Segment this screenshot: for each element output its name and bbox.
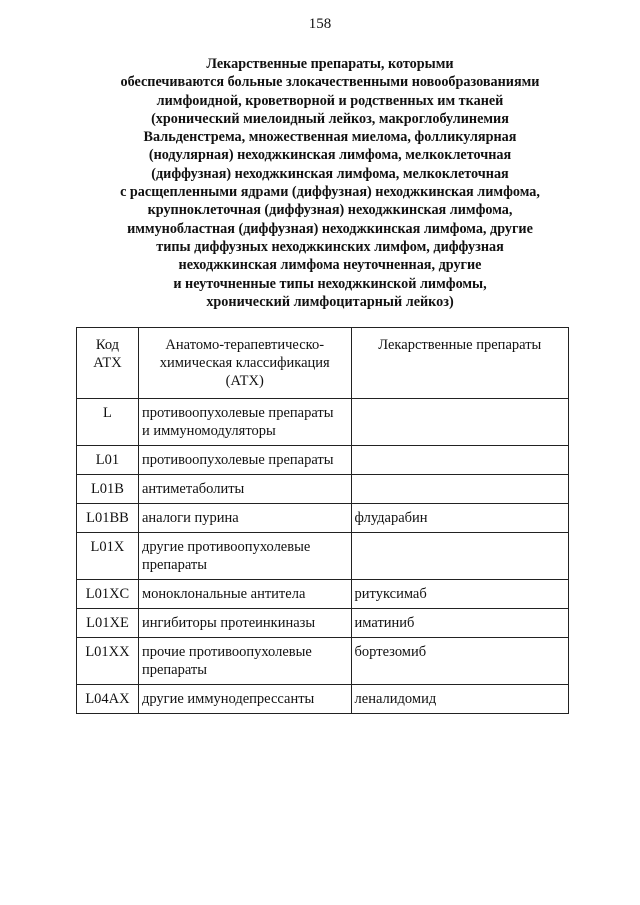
title-line: неходжкинская лимфома неуточненная, другие [178, 257, 482, 274]
atx-code-cell: L01B [77, 475, 139, 504]
classification-line: другие иммунодепрессанты [141, 691, 315, 707]
title-line: хронический лимфоцитарный лейкоз) [206, 293, 454, 310]
document-title [90, 55, 570, 311]
title-line: (хронический миелоидный лейкоз, макроглобулинемия [151, 110, 509, 127]
classification-cell [138, 399, 351, 446]
title-line: (диффузная) неходжкинская лимфома, мелкоклеточная [151, 165, 509, 182]
title-line: крупноклеточная (диффузная) неходжкинская лимфома, [147, 202, 513, 219]
header-class-line: химическая классификация [159, 355, 330, 371]
title-line: и неуточненные типы неходжкинской лимфомы, [173, 275, 487, 292]
classification-line: аналоги пурина [141, 510, 239, 526]
header-drugs [351, 328, 568, 399]
classification-cell [138, 475, 351, 504]
classification-line: моноклональные антитела [141, 586, 306, 602]
header-classification [138, 328, 351, 399]
classification-line: препараты [141, 662, 207, 678]
table-row [77, 504, 569, 533]
drug-cell: флударабин [351, 504, 568, 533]
atx-code-cell: L [77, 399, 139, 446]
classification-line: антиметаболиты [141, 481, 245, 497]
classification-cell [138, 685, 351, 714]
drug-cell [351, 475, 568, 504]
title-line: Лекарственные препараты, которыми [206, 56, 454, 72]
table-row [77, 685, 569, 714]
table-row [77, 475, 569, 504]
title-line: лимфоидной, кроветворной и родственных им тканей [156, 92, 504, 109]
classification-line: прочие противоопухолевые [141, 644, 312, 660]
classification-cell [138, 638, 351, 685]
classification-line: противоопухолевые препараты [141, 405, 334, 421]
classification-cell [138, 504, 351, 533]
classification-cell [138, 533, 351, 580]
title-line: с расщепленными ядрами (диффузная) неходжкинская лимфома, [120, 184, 540, 201]
classification-line: препараты [141, 557, 207, 573]
header-code-line: Код [95, 337, 120, 353]
title-line: Вальденстрема, множественная миелома, фолликулярная [143, 129, 517, 146]
header-class-line: (АТХ) [225, 373, 264, 389]
classification-line: противоопухолевые препараты [141, 452, 334, 468]
atx-code-cell: L04AX [77, 685, 139, 714]
table-row [77, 446, 569, 475]
classification-cell [138, 580, 351, 609]
classification-line: и иммуномодуляторы [141, 423, 276, 439]
classification-line: другие противоопухолевые [141, 539, 311, 555]
atx-drug-table [76, 327, 569, 714]
title-line: (нодулярная) неходжкинская лимфома, мелкоклеточная [148, 147, 512, 164]
table-row [77, 580, 569, 609]
header-code [77, 328, 139, 399]
table-header-row [77, 328, 569, 399]
atx-code-cell: L01XE [77, 609, 139, 638]
page-number: 158 [308, 16, 332, 32]
header-code-line: АТХ [93, 355, 122, 371]
atx-code-cell: L01 [77, 446, 139, 475]
title-line: иммунобластная (диффузная) неходжкинская лимфома, другие [127, 220, 533, 237]
classification-line: ингибиторы протеинкиназы [141, 615, 316, 631]
atx-code-cell: L01X [77, 533, 139, 580]
drug-cell [351, 533, 568, 580]
drug-cell: ритуксимаб [351, 580, 568, 609]
atx-code-cell: L01BB [77, 504, 139, 533]
drug-cell [351, 446, 568, 475]
title-line: типы диффузных неходжкинских лимфом, диффузная [156, 238, 504, 255]
drug-cell: иматиниб [351, 609, 568, 638]
classification-cell [138, 446, 351, 475]
classification-cell [138, 609, 351, 638]
table-row [77, 638, 569, 685]
table-row [77, 533, 569, 580]
atx-code-cell: L01XC [77, 580, 139, 609]
drug-cell: леналидомид [351, 685, 568, 714]
drug-cell [351, 399, 568, 446]
table-row [77, 399, 569, 446]
header-drug-label: Лекарственные препараты [378, 337, 542, 353]
table-row [77, 609, 569, 638]
drug-cell: бортезомиб [351, 638, 568, 685]
atx-code-cell: L01XX [77, 638, 139, 685]
header-class-line: Анатомо-терапевтическо- [165, 337, 325, 353]
title-line: обеспечиваются больные злокачественными новообразованиями [120, 74, 540, 91]
